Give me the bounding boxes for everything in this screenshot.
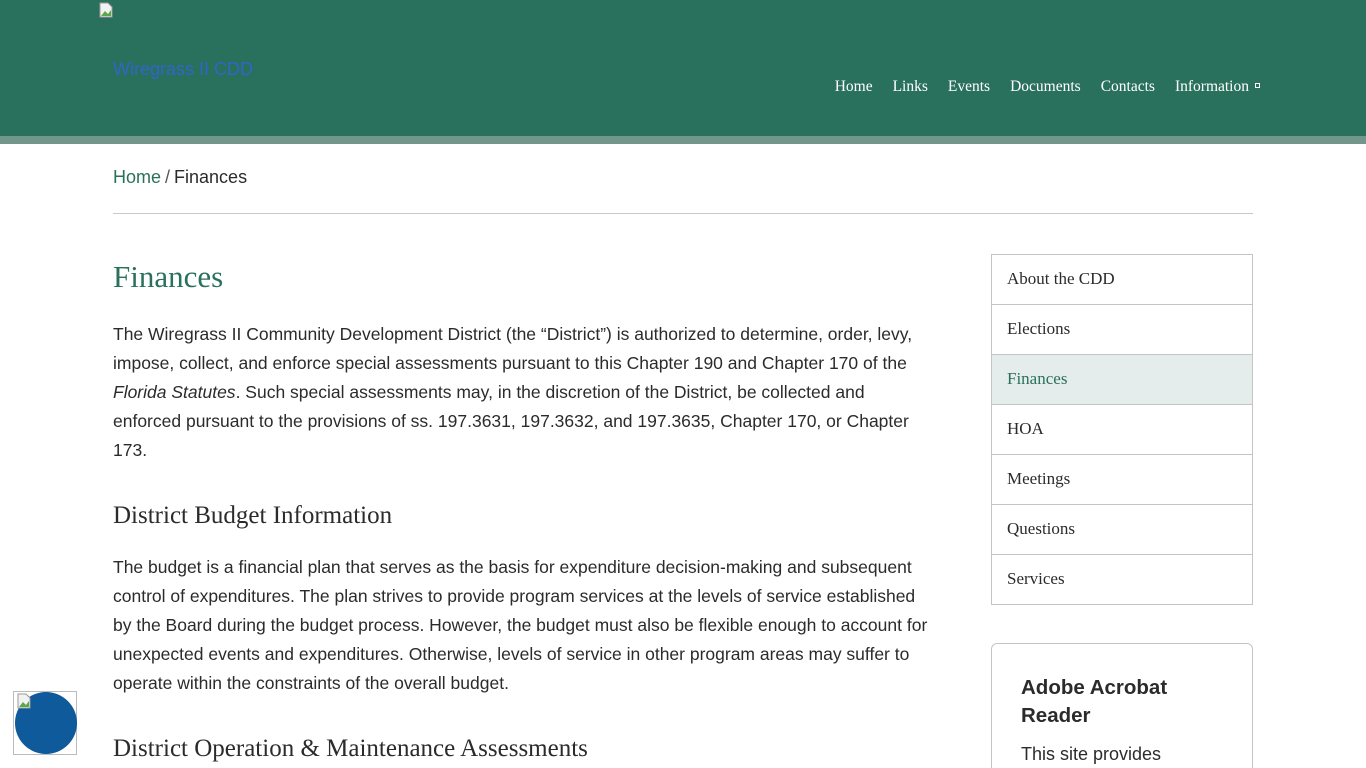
card-title: Adobe Acrobat Reader bbox=[1021, 676, 1168, 727]
nav-contacts[interactable]: Contacts bbox=[1100, 78, 1155, 95]
intro-text-1: The Wiregrass II Community Development District (the “District”) is authorized to determine, order, levy, impose, collect, and enforce special assessments pursuant to this Chapter 190 and Chapter 170 of the bbox=[113, 324, 913, 373]
nav-information[interactable]: Information bbox=[1174, 78, 1249, 95]
sidebar-item-hoa[interactable]: HOA bbox=[992, 404, 1252, 454]
sidebar-item-finances[interactable]: Finances bbox=[992, 354, 1252, 404]
budget-paragraph: The budget is a financial plan that serves as the basis for expenditure decision-making and subsequent control of expenditures. The plan strives to provide program services at the levels of service established by the Board during the budget process. However, the budget must also be flexible enough to account for unexpected events and expenditures. Otherwise, levels of service in other program areas may suffer to operate within the constraints of the overall budget. bbox=[113, 557, 928, 693]
breadcrumb bbox=[113, 167, 247, 188]
breadcrumb-current: Finances bbox=[174, 167, 248, 187]
divider bbox=[113, 213, 1253, 214]
broken-logo-image-icon[interactable] bbox=[98, 2, 114, 18]
card-text: This site provides bbox=[1021, 744, 1162, 764]
nav-events[interactable]: Events bbox=[947, 78, 991, 95]
section-title-assessments: District Operation & Maintenance Assessments bbox=[113, 735, 588, 762]
dropdown-icon[interactable] bbox=[1255, 83, 1260, 88]
breadcrumb-home[interactable]: Home bbox=[113, 167, 162, 187]
header-accent-strip bbox=[0, 136, 1366, 144]
main-nav bbox=[835, 78, 1260, 96]
page-title: Finances bbox=[113, 259, 224, 294]
breadcrumb-separator: / bbox=[165, 167, 171, 187]
sidebar-item-elections[interactable]: Elections bbox=[992, 304, 1252, 354]
intro-paragraph bbox=[113, 320, 933, 465]
site-title-link[interactable]: Wiregrass II CDD bbox=[113, 59, 254, 79]
sidebar-item-meetings[interactable]: Meetings bbox=[992, 454, 1252, 504]
accessibility-widget-button[interactable] bbox=[13, 691, 77, 755]
nav-home[interactable]: Home bbox=[834, 78, 873, 95]
section-title-budget: District Budget Information bbox=[113, 502, 393, 529]
intro-italic: Florida Statutes bbox=[113, 382, 236, 402]
acrobat-reader-card bbox=[991, 643, 1253, 768]
nav-information-dropdown[interactable] bbox=[1175, 78, 1260, 96]
sidebar-item-about[interactable]: About the CDD bbox=[1007, 269, 1115, 288]
main-content bbox=[113, 254, 933, 768]
broken-image-icon bbox=[16, 693, 32, 709]
site-header bbox=[0, 0, 1366, 136]
sidebar-item-questions[interactable]: Questions bbox=[992, 504, 1252, 554]
nav-documents[interactable]: Documents bbox=[1010, 78, 1081, 95]
sidebar-item-services[interactable]: Services bbox=[992, 554, 1252, 604]
intro-text-2: . Such special assessments may, in the discretion of the District, be collected and enforced pursuant to the provisions of ss. 197.3631, 197.3632, and 197.3635, Chapter 170, or Chapter 173. bbox=[113, 382, 909, 460]
nav-links[interactable]: Links bbox=[892, 78, 928, 95]
sidebar-nav bbox=[991, 254, 1253, 605]
